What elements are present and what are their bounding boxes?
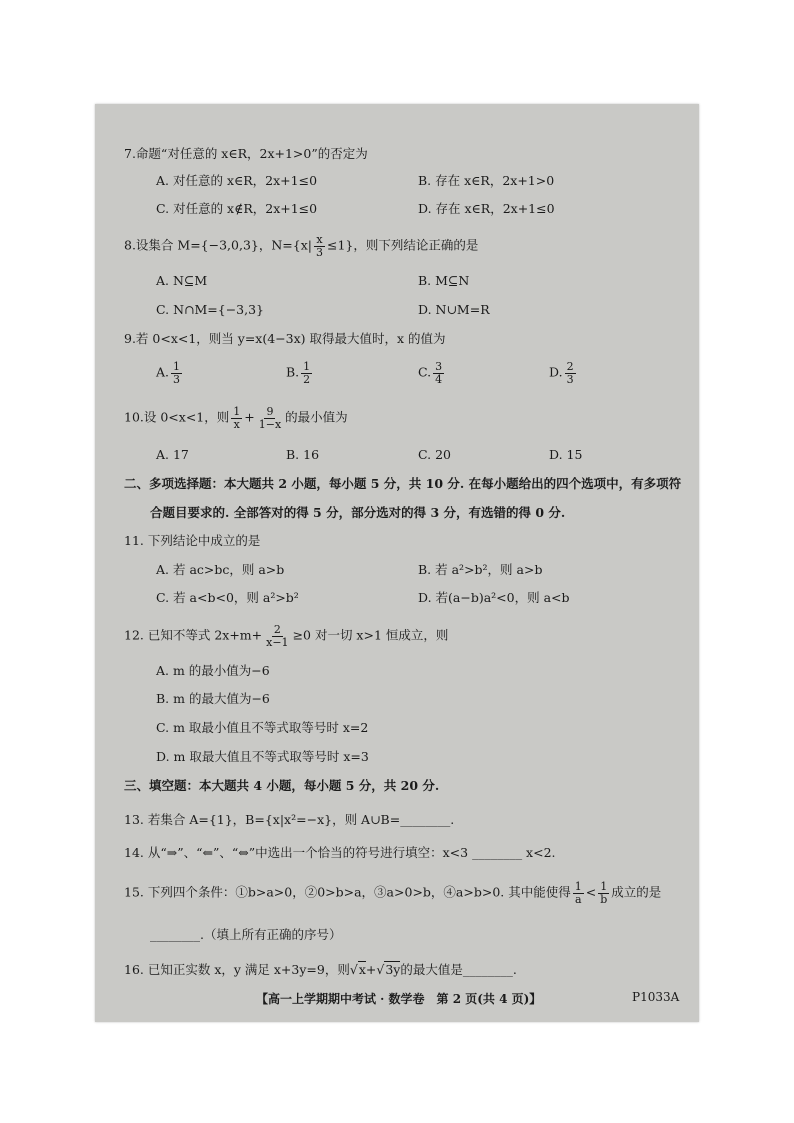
fraction-numerator: 1 <box>173 360 181 373</box>
question-8-option-a: A. N⊆M <box>156 273 208 288</box>
question-10-stem-post: 的最小值为 <box>285 409 348 425</box>
question-10-option-c: C. 20 <box>418 447 451 462</box>
question-11-option-c: C. 若 a<b<0，则 a²>b² <box>156 590 299 605</box>
radicand-2: 3y <box>385 962 401 977</box>
question-8-fraction <box>314 234 325 258</box>
question-10-fraction-2 <box>257 406 283 430</box>
fraction-numerator: 3 <box>435 360 443 373</box>
fraction-numerator: x <box>316 233 323 246</box>
question-15-answer-line: ________.（填上所有正确的序号） <box>150 927 342 942</box>
question-8-stem <box>124 234 478 258</box>
fraction-denominator: 1−x <box>258 417 282 431</box>
fraction-denominator: 3 <box>173 372 181 386</box>
radicand-1: x <box>358 962 366 977</box>
sqrt-icon: √ <box>376 962 385 977</box>
question-11-option-d: D. 若(a−b)a²<0，则 a<b <box>418 590 570 605</box>
question-16 <box>124 962 517 977</box>
section-3-heading: 三、填空题：本大题共 4 小题，每小题 5 分，共 20 分. <box>124 778 440 793</box>
page-footer-title: 【高一上学期期中考试 · 数学卷 第 2 页(共 4 页)】 <box>256 992 542 1006</box>
option-label: A. <box>156 364 170 380</box>
plus-sign: + <box>244 409 255 425</box>
question-7-option-d: D. 存在 x∈R，2x+1≤0 <box>418 201 555 216</box>
question-8-stem-post: ≤1}，则下列结论正确的是 <box>326 237 479 253</box>
section-2-heading: 二、多项选择题：本大题共 2 小题，每小题 5 分，共 10 分. 在每小题给出的四个选项中，有多项符 <box>124 476 682 491</box>
page-footer-code: P1033A <box>632 990 680 1004</box>
question-12-option-d: D. m 取最大值且不等式取等号时 x=3 <box>156 749 369 764</box>
question-12-stem-post: ≥0 对一切 x>1 恒成立，则 <box>292 627 449 643</box>
question-12-fraction <box>264 624 290 648</box>
question-7-stem: 7.命题“对任意的 x∈R，2x+1>0”的否定为 <box>124 146 368 161</box>
question-10-stem <box>124 406 348 430</box>
question-9-option-c <box>418 361 446 385</box>
fraction-denominator: 3 <box>315 245 323 259</box>
fraction-numerator: 9 <box>266 405 274 418</box>
fraction-numerator: 2 <box>273 623 281 636</box>
section-2-heading-cont: 合题目要求的. 全部答对的得 5 分，部分选对的得 3 分，有选错的得 0 分. <box>150 505 566 520</box>
question-8-option-d: D. N∪M=R <box>418 302 490 317</box>
question-9-stem: 9.若 0<x<1，则当 y=x(4−3x) 取得最大值时，x 的值为 <box>124 331 446 346</box>
question-9-option-a <box>156 361 184 385</box>
question-12-option-a: A. m 的最小值为−6 <box>156 663 270 678</box>
question-8-option-b: B. M⊆N <box>418 273 470 288</box>
question-12-stem <box>124 624 448 648</box>
fraction-denominator: 4 <box>435 372 443 386</box>
question-15-stem-post: 成立的是 <box>611 884 662 900</box>
option-fraction <box>301 361 312 385</box>
question-11-option-b: B. 若 a²>b²，则 a>b <box>418 562 543 577</box>
fraction-denominator: b <box>600 892 608 906</box>
question-12-stem-pre: 12. 已知不等式 2x+m+ <box>124 627 263 643</box>
question-10-option-d: D. 15 <box>549 447 583 462</box>
question-15-fraction-2 <box>598 881 609 905</box>
plus-sign: + <box>365 962 377 977</box>
option-label: C. <box>418 364 432 380</box>
question-10-option-b: B. 16 <box>286 447 320 462</box>
fraction-numerator: 2 <box>566 360 574 373</box>
question-9-option-b <box>286 361 314 385</box>
less-than-sign: < <box>585 884 597 900</box>
question-11-option-a: A. 若 ac>bc，则 a>b <box>156 562 285 577</box>
option-label: D. <box>549 364 563 380</box>
question-12-option-c: C. m 取最小值且不等式取等号时 x=2 <box>156 720 369 735</box>
fraction-numerator: 1 <box>233 405 241 418</box>
option-fraction <box>565 361 576 385</box>
question-9-option-d <box>549 361 578 385</box>
question-15-fraction-1 <box>573 881 584 905</box>
option-fraction <box>433 361 444 385</box>
question-15-stem-pre: 15. 下列四个条件：①b>a>0，②0>b>a，③a>0>b，④a>b>0. 其中能使得 <box>124 884 571 900</box>
fraction-denominator: 2 <box>303 372 311 386</box>
fraction-numerator: 1 <box>600 880 608 893</box>
question-11-stem: 11. 下列结论中成立的是 <box>124 533 261 548</box>
question-10-fraction-1 <box>231 406 242 430</box>
fraction-denominator: x−1 <box>266 635 289 649</box>
question-15-stem <box>124 881 661 905</box>
fraction-denominator: x <box>233 417 240 431</box>
question-8-stem-pre: 8.设集合 M={−3,0,3}，N={x| <box>124 237 312 253</box>
fraction-denominator: 3 <box>566 372 574 386</box>
option-fraction <box>171 361 182 385</box>
question-12-option-b: B. m 的最大值为−6 <box>156 691 270 706</box>
fraction-numerator: 1 <box>303 360 311 373</box>
question-7-option-a: A. 对任意的 x∈R，2x+1≤0 <box>156 173 318 188</box>
option-label: B. <box>286 364 300 380</box>
question-7-option-b: B. 存在 x∈R，2x+1>0 <box>418 173 555 188</box>
question-10-option-a: A. 17 <box>156 447 189 462</box>
question-16-stem-post: 的最大值是________. <box>400 962 517 977</box>
question-16-stem-pre: 16. 已知正实数 x，y 满足 x+3y=9，则 <box>124 962 350 977</box>
question-14: 14. 从“⇒”、“⇐”、“⇔”中选出一个恰当的符号进行填空：x<3 ________ x<2. <box>124 845 556 860</box>
question-10-stem-pre: 10.设 0<x<1，则 <box>124 409 230 425</box>
fraction-denominator: a <box>574 892 582 906</box>
question-7-option-c: C. 对任意的 x∉R，2x+1≤0 <box>156 201 318 216</box>
question-8-option-c: C. N∩M={−3,3} <box>156 302 265 317</box>
question-13: 13. 若集合 A={1}，B={x|x²=−x}，则 A∪B=________. <box>124 812 455 827</box>
fraction-numerator: 1 <box>574 880 582 893</box>
sqrt-icon: √ <box>349 962 358 977</box>
